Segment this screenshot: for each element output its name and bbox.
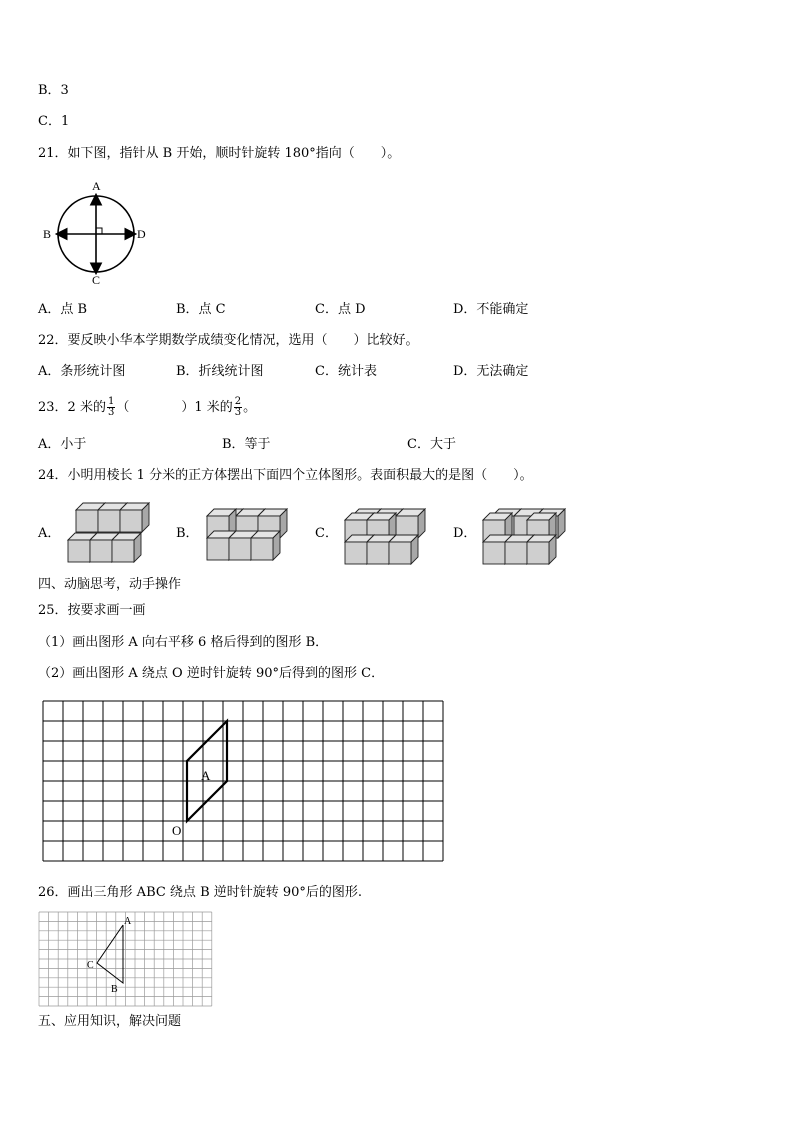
frac1-denominator: 3 — [107, 407, 115, 418]
cube-front-face — [229, 538, 251, 560]
q23-option-b: B．等于 — [222, 437, 271, 452]
compass-label-right: D — [137, 227, 146, 241]
right-angle-mark — [96, 228, 102, 234]
compass-label-top: A — [92, 179, 101, 193]
cube-front-face — [90, 540, 112, 562]
question-25: 25．按要求画一画 — [38, 603, 146, 618]
q23-option-a: A．小于 — [38, 437, 87, 452]
point-o-label: O — [172, 823, 182, 838]
cube-front-face — [98, 510, 120, 532]
section-5-heading: 五、应用知识，解决问题 — [38, 1014, 182, 1029]
cube-figure-b — [204, 498, 296, 572]
q24-label-a: A． — [38, 526, 61, 541]
question-22: 22．要反映小华本学期数学成绩变化情况，选用（ ）比较好。 — [38, 333, 419, 348]
q23-option-c: C．大于 — [407, 437, 456, 452]
q23-suffix: 。 — [243, 400, 257, 415]
q22-option-d: D．无法确定 — [453, 364, 529, 379]
frac1-numerator: 1 — [107, 396, 115, 407]
q22-option-c: C．统计表 — [315, 364, 377, 379]
cube-front-face — [112, 540, 134, 562]
q22-option-a: A．条形统计图 — [38, 364, 126, 379]
fraction-one-third — [107, 397, 115, 418]
option-b-3: B．3 — [38, 83, 69, 98]
cube-front-face — [345, 542, 367, 564]
question-24: 24．小明用棱长 1 分米的正方体摆出下面四个立体图形。表面积最大的是图（ ）。 — [38, 468, 533, 483]
cube-front-face — [68, 540, 90, 562]
compass-label-bottom: C — [92, 273, 101, 287]
triangle-label-c: C — [87, 960, 94, 971]
q22-option-b: B．折线统计图 — [176, 364, 264, 379]
q23-prefix: 23．2 米的 — [38, 400, 106, 415]
question-23 — [38, 396, 256, 420]
cube-front-face — [389, 542, 411, 564]
section-4-heading: 四、动脑思考，动手操作 — [38, 577, 182, 592]
question-25-part-2: （2）画出图形 A 绕点 O 逆时针旋转 90°后得到的图形 C． — [38, 666, 385, 681]
cube-front-face — [76, 510, 98, 532]
compass-label-left: B — [43, 227, 52, 241]
cube-figure-a — [64, 498, 156, 572]
triangle-label-b: B — [111, 984, 118, 995]
q23-middle: （ ）1 米的 — [116, 400, 233, 415]
q24-label-d: D． — [453, 526, 477, 541]
compass-figure — [40, 178, 160, 290]
cube-front-face — [367, 542, 389, 564]
cube-front-face — [483, 542, 505, 564]
q21-option-a: A．点 B — [38, 302, 88, 317]
triangle-abc — [97, 925, 123, 983]
question-25-part-1: （1）画出图形 A 向右平移 6 格后得到的图形 B． — [38, 635, 329, 650]
q21-option-d: D．不能确定 — [453, 302, 529, 317]
q24-label-c: C． — [315, 526, 338, 541]
cube-figure-d — [480, 498, 572, 572]
cube-front-face — [120, 510, 142, 532]
triangle-label-a: A — [124, 916, 132, 927]
cube-front-face — [505, 542, 527, 564]
grid-q25 — [40, 698, 446, 868]
cube-front-face — [251, 538, 273, 560]
frac2-denominator: 3 — [234, 407, 242, 418]
option-c-1: C．1 — [38, 114, 70, 129]
frac2-numerator: 2 — [234, 396, 242, 407]
fraction-two-thirds — [234, 397, 242, 418]
question-21: 21．如下图，指针从 B 开始，顺时针旋转 180°指向（ ）。 — [38, 146, 401, 161]
q24-label-b: B． — [176, 526, 199, 541]
q21-option-c: C．点 D — [315, 302, 366, 317]
cube-figure-c — [342, 498, 434, 572]
shape-a-label: A — [201, 768, 211, 783]
cube-front-face — [207, 538, 229, 560]
q21-option-b: B．点 C — [176, 302, 226, 317]
grid-q26 — [38, 911, 218, 1009]
cube-front-face — [527, 542, 549, 564]
question-26: 26．画出三角形 ABC 绕点 B 逆时针旋转 90°后的图形. — [38, 885, 363, 900]
